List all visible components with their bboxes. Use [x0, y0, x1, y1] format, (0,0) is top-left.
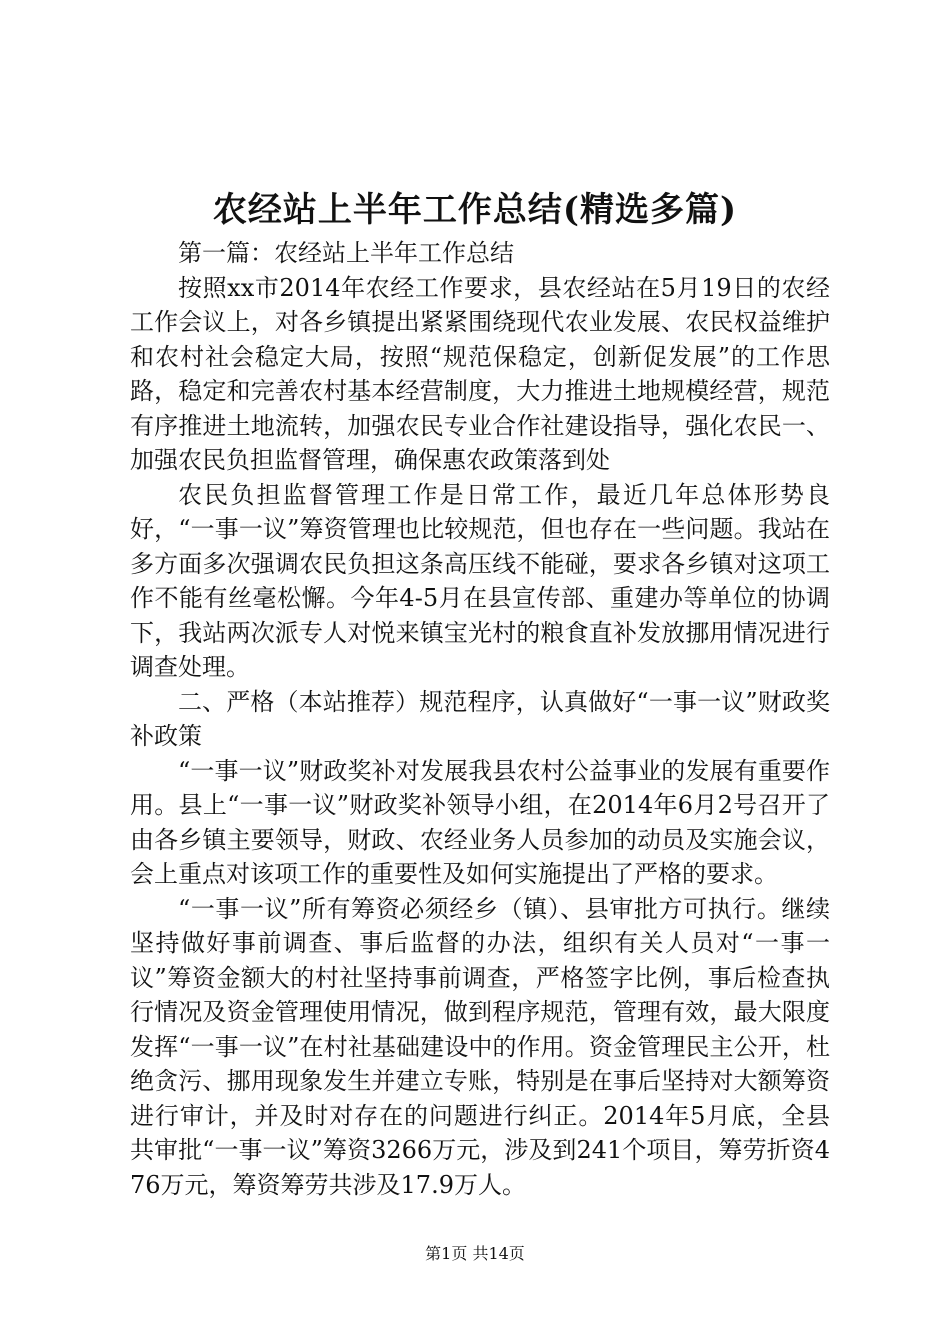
- body-paragraph: 农民负担监督管理工作是日常工作，最近几年总体形势良好，“一事一议”筹资管理也比较规范，但也存在一些问题。我站在多方面多次强调农民负担这条高压线不能碰，要求各乡镇对这项工作不能有丝毫松懈。今年4-5月在县宣传部、重建办等单位的协调下，我站两次派专人对悦来镇宝光村的粮食直补发放挪用情况进行调查处理。: [130, 480, 830, 681]
- body-paragraph: “一事一议”财政奖补对发展我县农村公益事业的发展有重要作用。县上“一事一议”财政奖补领导小组，在2014年6月2号召开了由各乡镇主要领导，财政、农经业务人员参加的动员及实施会议，会上重点对该项工作的重要性及如何实施提出了严格的要求。: [130, 756, 830, 888]
- body-paragraph: “一事一议”所有筹资必须经乡（镇）、县审批方可执行。继续坚持做好事前调查、事后监督的办法，组织有关人员对“一事一议”筹资金额大的村社坚持事前调查，严格签字比例，事后检查执行情况及资金管理使用情况，做到程序规范，管理有效，最大限度发挥“一事一议”在村社基础建设中的作用。资金管理民主公开，杜绝贪污、挪用现象发生并建立专账，特别是在事后坚持对大额筹资进行审计，并及时对存在的问题进行纠正。2014年5月底，全县共审批“一事一议”筹资3266万元，涉及到241个项目，筹劳折资476万元，筹资筹劳共涉及17.9万人。: [130, 894, 830, 1199]
- section-heading: 二、严格（本站推荐）规范程序，认真做好“一事一议”财政奖补政策: [130, 687, 830, 750]
- body-paragraph: 按照xx市2014年农经工作要求，县农经站在5月19日的农经工作会议上，对各乡镇提出紧紧围绕现代农业发展、农民权益维护和农村社会稳定大局，按照“规范保稳定，创新促发展”的工作思路，稳定和完善农村基本经营制度，大力推进土地规模经营，规范有序推进土地流转，加强农民专业合作社建设指导，强化农民一、加强农民负担监督管理，确保惠农政策落到处: [130, 273, 830, 474]
- section-heading: 第一篇：农经站上半年工作总结: [178, 239, 514, 267]
- document-body: [130, 236, 830, 1202]
- page-number-footer: 第1页 共14页: [425, 1244, 525, 1263]
- document-title: 农经站上半年工作总结(精选多篇): [212, 190, 738, 230]
